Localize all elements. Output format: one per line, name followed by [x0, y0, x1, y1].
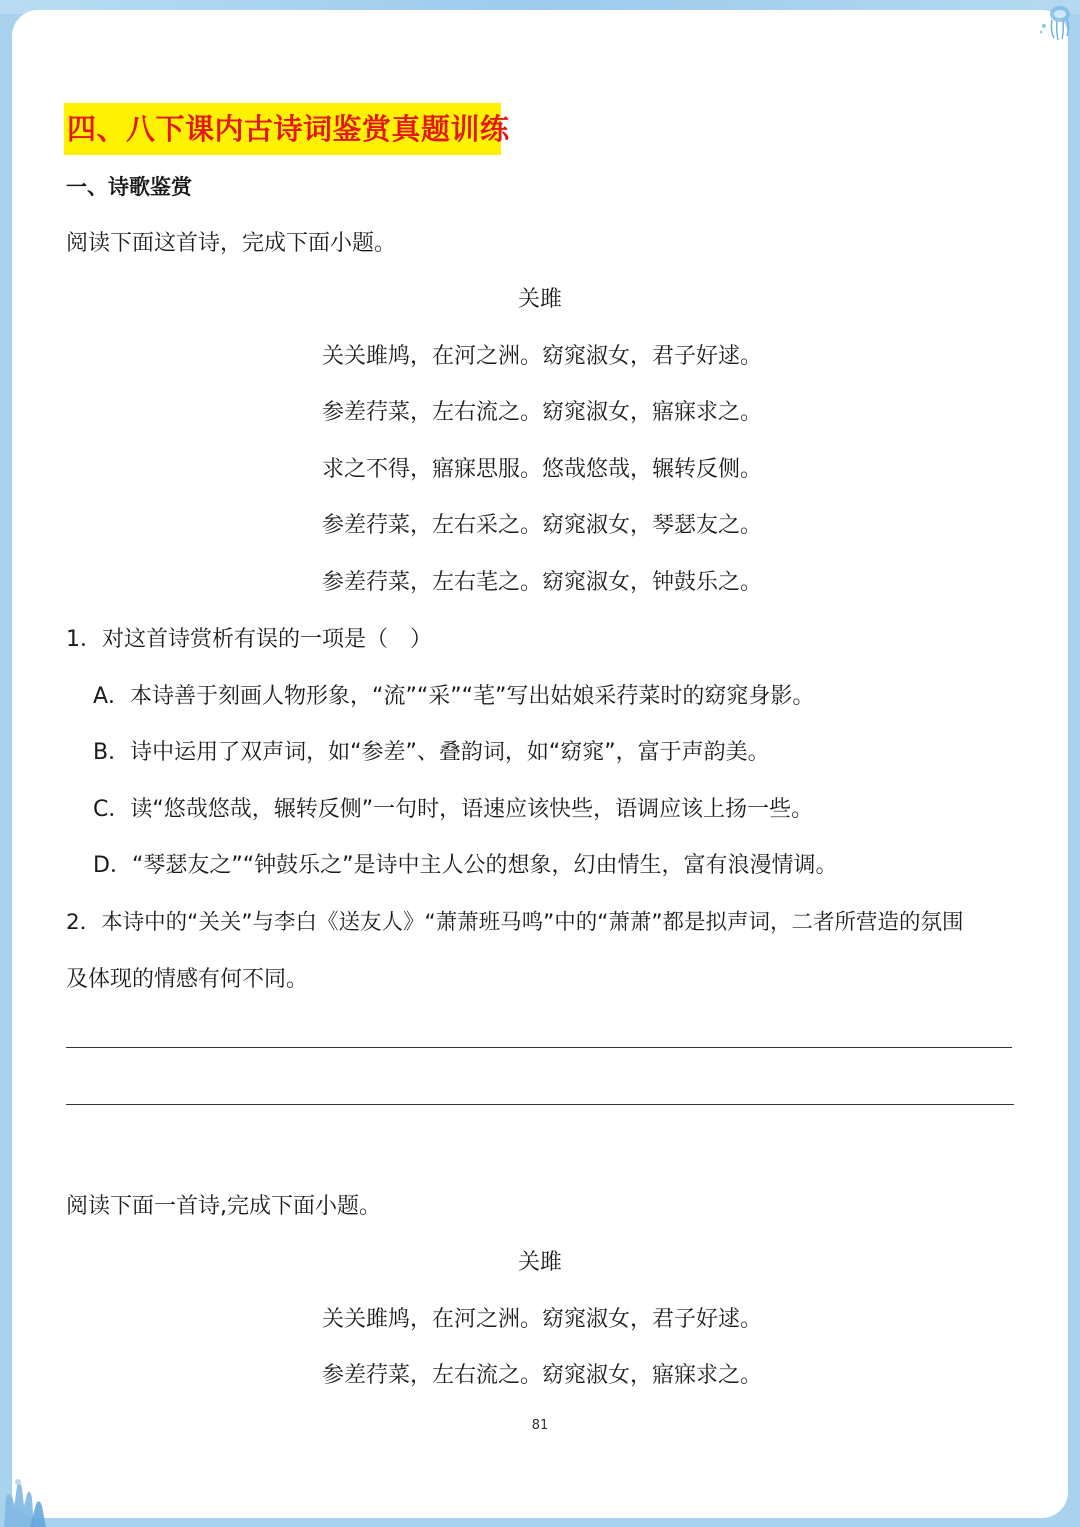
passage1-poem-title: 关雎: [517, 287, 562, 312]
passage2-poem-line: 关关雎鸠，在河之洲。窈窕淑女，君子好逑。: [322, 1307, 763, 1332]
passage2-poem-title: 关雎: [517, 1250, 562, 1275]
question1-option-a: A．本诗善于刻画人物形象，“流”“采”“芼”写出姑娘采荇菜时的窈窕身影。: [93, 684, 815, 709]
passage1-poem-line: 参差荇菜，左右芼之。窈窕淑女，钟鼓乐之。: [322, 570, 763, 595]
section-title: 四、八下课内古诗词鉴赏真题训练: [67, 112, 510, 146]
question1-option-b: B．诗中运用了双声词，如“参差”、叠韵词，如“窈窕”，富于声韵美。: [93, 740, 770, 765]
question2-line1: 2．本诗中的“关关”与李白《送友人》“萧萧班马鸣”中的“萧萧”都是拟声词，二者所营造的氛围: [66, 910, 964, 935]
passage1-instruction: 阅读下面这首诗，完成下面小题。: [66, 231, 397, 256]
passage1-poem-line: 参差荇菜，左右采之。窈窕淑女，琴瑟友之。: [322, 513, 763, 538]
passage1-poem-line: 求之不得，寤寐思服。悠哉悠哉，辗转反侧。: [322, 457, 763, 482]
question1-option-c: C．读“悠哉悠哉，辗转反侧”一句时，语速应该快些，语调应该上扬一些。: [93, 797, 814, 822]
page-number: 81: [531, 1418, 549, 1433]
passage2-poem-line: 参差荇菜，左右流之。窈窕淑女，寤寐求之。: [322, 1363, 763, 1388]
question2-line2: 及体现的情感有何不同。: [66, 967, 309, 992]
answer-line-1[interactable]: [66, 1047, 1012, 1048]
question1-stem: 1．对这首诗赏析有误的一项是（ ）: [66, 627, 432, 652]
subsection-title: 一、诗歌鉴赏: [66, 175, 192, 199]
answer-line-2[interactable]: [66, 1104, 1014, 1105]
passage1-poem-line: 参差荇菜，左右流之。窈窕淑女，寤寐求之。: [322, 400, 763, 425]
passage2-instruction: 阅读下面一首诗,完成下面小题。: [66, 1194, 381, 1219]
passage1-poem-line: 关关雎鸠，在河之洲。窈窕淑女，君子好逑。: [322, 344, 763, 369]
question1-option-d: D．“琴瑟友之”“钟鼓乐之”是诗中主人公的想象，幻由情生，富有浪漫情调。: [93, 853, 838, 878]
